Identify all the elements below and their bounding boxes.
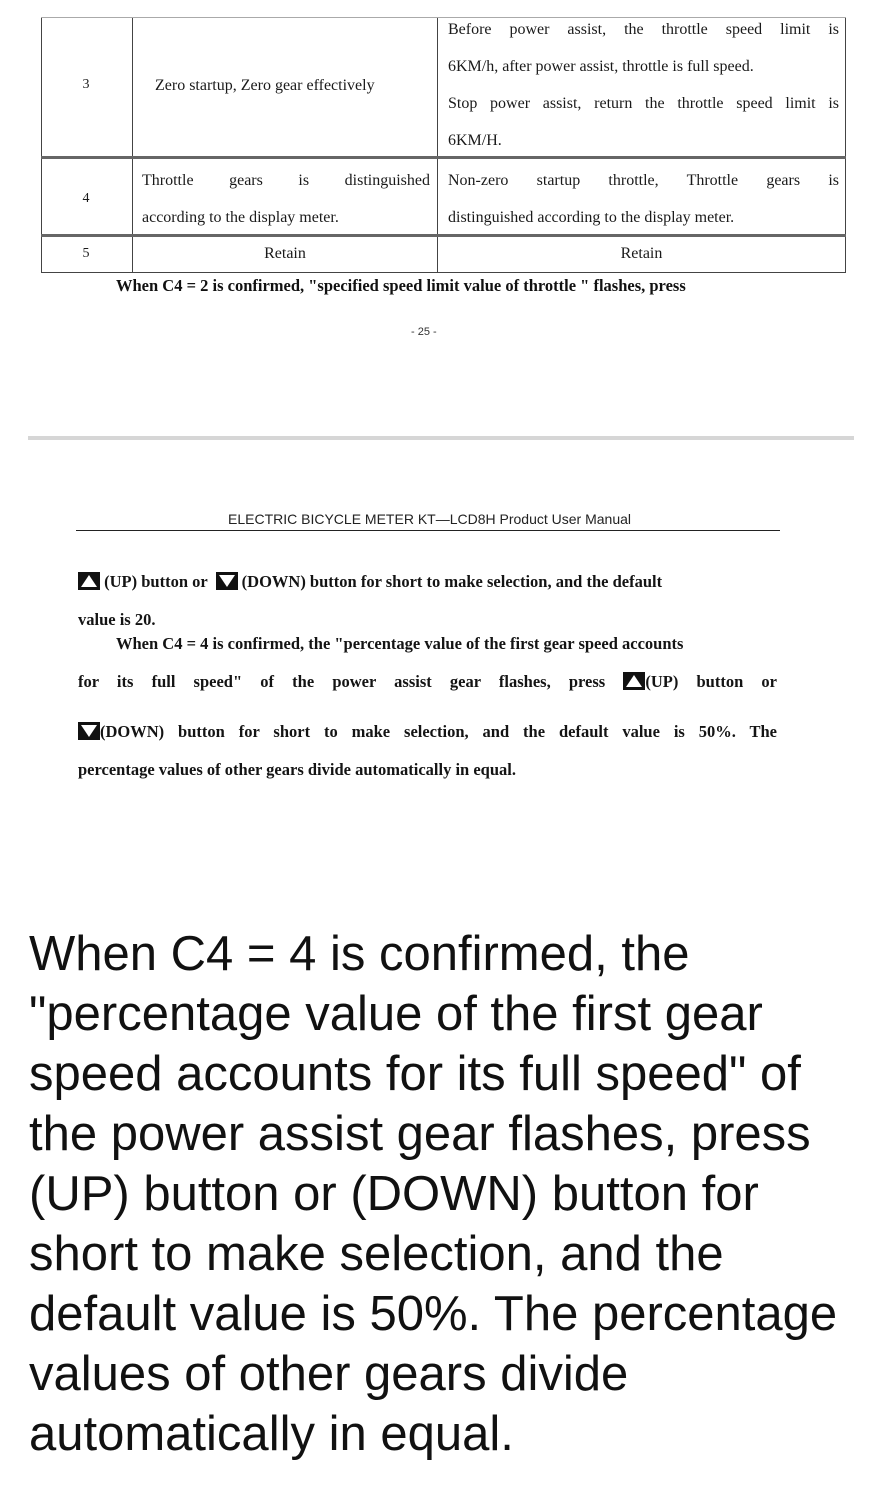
header-rule	[76, 530, 780, 531]
paragraph-1-line-2: value is 20.	[78, 610, 156, 629]
table-row-4-right-cell: Non-zero startup throttle, Throttle gears is distinguished according to the display meter.	[448, 172, 839, 226]
table-row-3-right-cell: Before power assist, the throttle speed limit is 6KM/h, after power assist, throttle is full speed. Stop power assist, return the throttle speed limit is 6KM/H.	[448, 21, 839, 149]
up-triangle-button-icon	[623, 672, 645, 695]
page-number: - 25 -	[411, 326, 437, 338]
down-triangle-button-icon	[216, 572, 238, 595]
table-row-5-right-cell: Retain	[620, 245, 663, 262]
table-row-5-number: 5	[82, 246, 90, 261]
table-row-3-left-cell: Zero startup, Zero gear effectively	[155, 77, 375, 94]
page-separator	[28, 436, 854, 440]
paragraph-2-line-4: percentage values of other gears divide automatically in equal.	[78, 760, 516, 779]
down-triangle-button-icon	[78, 722, 100, 745]
translation-text: When C4 = 4 is confirmed, the "percentage value of the first gear speed accounts for its full speed" of the power assist gear flashes, press (UP) button or (DOWN) button for short to make selection, and the default value is 50%. The percentage values of other gears divide automatically in equal.	[29, 927, 838, 1461]
paragraph-2-line-2: for its full speed" of the power assist gear flashes, press (UP) button or	[78, 672, 777, 695]
table-row-5-left-cell: Retain	[264, 245, 306, 262]
document-header: ELECTRIC BICYCLE METER KT—LCD8H Product User Manual	[228, 511, 631, 527]
table-caption: When C4 = 2 is confirmed, "specified speed limit value of throttle " flashes, press	[116, 276, 686, 295]
table-row-4-number: 4	[82, 191, 90, 206]
table-row-4-left-cell: Throttle gears is distinguished according to the display meter.	[142, 172, 430, 226]
up-triangle-button-icon	[78, 572, 100, 595]
paragraph-2-line-3: (DOWN) button for short to make selection, and the default value is 50%. The	[78, 722, 777, 745]
paragraph-2-line-1: When C4 = 4 is confirmed, the "percentage value of the first gear speed accounts	[116, 634, 684, 653]
settings-table	[41, 17, 846, 273]
paragraph-1-line-1: (UP) button or (DOWN) button for short to make selection, and the default	[78, 572, 662, 595]
table-row-3-number: 3	[82, 77, 90, 92]
